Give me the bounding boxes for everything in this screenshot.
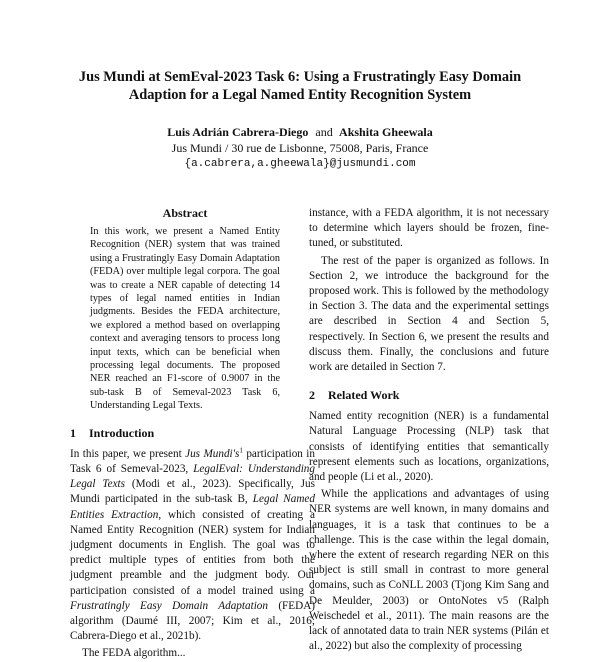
jus-mundi-name: Jus Mundi's (185, 447, 240, 460)
intro-paragraph (70, 447, 315, 645)
intro-number: 1 (70, 425, 76, 440)
footnote-marker: 1 (239, 445, 243, 454)
author-and: and (315, 125, 333, 139)
intro-text-a: In this paper, we present (70, 447, 186, 460)
title-line-1: Jus Mundi at SemEval-2023 Task 6: Using a Frustratingly Easy Domain (78, 69, 522, 85)
intro-paragraph-2: The FEDA algorithm... (82, 647, 186, 660)
ner-paragraph: Named entity recognition (NER) is a fundamental Natural Language Processing (NLP) task that consists of identifying entities that semantically represent elements such as locations, organizations, and people (Li et al., 2020). (309, 410, 549, 484)
organization-paragraph: The rest of the paper is organized as follows. In Section 2, we introduce the background for the proposed work. This is followed by the methodology in Section 3. The data and the experimental settings are described in Section 4 and Section 5, respectively. In Section 6, we present the results and discuss them. Finally, the conclusions and future work are detailed in Section 7. (309, 254, 549, 374)
related-heading (309, 387, 549, 403)
affiliation: Jus Mundi / 30 rue de Lisbonne, 75008, Paris, France (171, 141, 429, 155)
intro-title: Introduction (89, 425, 155, 440)
related-number: 2 (309, 388, 315, 403)
author-email: {a.cabrera,a.gheewala}@jusmundi.com (184, 158, 416, 170)
author-names (40, 124, 560, 140)
right-column (309, 206, 549, 654)
related-title: Related Work (328, 388, 400, 403)
abstract-heading: Abstract (162, 206, 208, 220)
paper-title (40, 68, 560, 104)
intro-text-b: participation in Task 6 of Semeval-2023, (70, 447, 315, 475)
task-name: LegalEval: Understanding Legal Texts (70, 462, 315, 491)
intro-text-d: , which consisted of creating a Named Entity Recognition (NER) system for Indian judgment documents in English. The goal was to predict multiple types of entities from both the judgment preamble and the judgment body. Our participation consisted of a model trained using a (70, 508, 315, 597)
continued-paragraph: instance, with a FEDA algorithm, it is not necessary to determine which layers should be frozen, fine-tuned, or substituted. (309, 207, 549, 250)
title-line-2: Adaption for a Legal Named Entity Recognition System (128, 87, 472, 103)
author-2: Akshita Gheewala (339, 125, 433, 139)
intro-text-c: (Modi et al., 2023). Specifically, Jus Mundi participated in the sub-task B, (70, 478, 315, 506)
subtask-name: Legal Named Entities Extraction (70, 493, 315, 521)
intro-heading (70, 425, 315, 441)
author-1: Luis Adrián Cabrera-Diego (167, 125, 309, 139)
left-column (70, 205, 315, 662)
abstract-text: In this work, we present a Named Entity Recognition (NER) system that was trained using a Frustratingly Easy Domain Adaptation (FEDA) over multiple legal corpora. The goal was to create a NER capable of detecting 14 types of legal named entities in Indian judgments. Besides the FEDA architecture, we explored a method based on overlapping context and averaging tensors to process long input texts, which can be beneficial when processing legal documents. The proposed NER reached an F1-score of 0.9007 in the sub-task B of Semeval-2023 Task 6, Understanding Legal Texts. (90, 226, 280, 412)
intro-text-e: (FEDA) algorithm (Daumé III, 2007; Kim et al., 2016; Cabrera-Diego et al., 2021b). (70, 599, 316, 643)
feda-name: Frustratingly Easy Domain Adaptation (70, 599, 268, 612)
author-block (40, 124, 560, 172)
applications-paragraph: While the applications and advantages of using NER systems are well known, in many domains and languages, it is a task that continues to be a challenge. This is the case within the legal domain, where the extent of research regarding NER on this subject is still small in contrast to more general domains, such as CoNLL 2003 (Tjong Kim Sang and De Meulder, 2003) or OntoNotes v5 (Ralph Weischedel et al., 2011). The main reasons are the lack of annotated data to train NER systems (Pilán et al., 2022) but also the complexity of processing (309, 488, 549, 653)
